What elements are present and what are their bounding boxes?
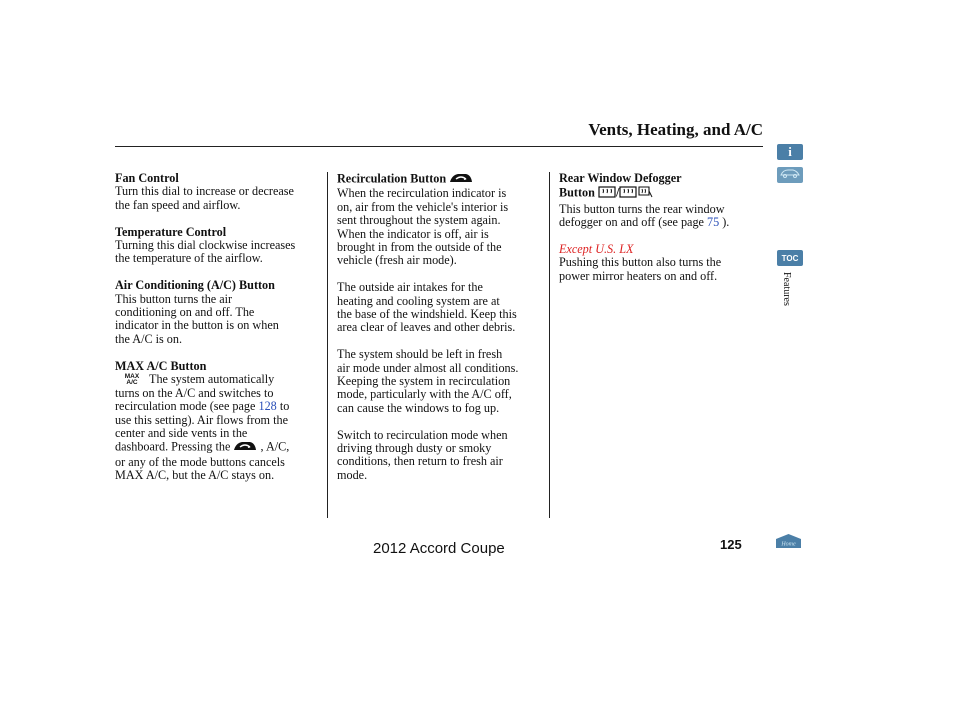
home-button[interactable] — [775, 533, 802, 549]
column-3: Rear Window Defogger Button / This button turns the rear window defogger on and off (see page 75 ). Except U.S. LX Pushing this button also turns the power mirror heaters on and off. — [559, 172, 764, 283]
column-2 — [337, 172, 545, 482]
page-title: Vents, Heating, and A/C — [588, 120, 763, 139]
ac-text-3: indicator in the button is on when — [115, 318, 279, 333]
recirculation-heading: Recirculation Button — [337, 171, 447, 186]
recirculation-icon — [449, 172, 473, 187]
recirc-text: brought in from the outside of the — [337, 240, 502, 255]
temperature-text-2: the temperature of the airflow. — [115, 251, 263, 266]
toc-button[interactable] — [777, 250, 803, 266]
rear-defogger-icon — [598, 186, 616, 201]
switch-mode-text: driving through dusty or smoky — [337, 441, 492, 456]
max-ac-text-4: use this setting). Air flows from the — [115, 412, 288, 427]
vehicle-index-button[interactable] — [777, 167, 803, 183]
fresh-air-text: can cause the windows to fog up. — [337, 400, 500, 415]
recirc-text: When the recirculation indicator is — [337, 186, 507, 201]
page-number: 125 — [720, 537, 742, 552]
intake-text: heating and cooling system are at — [337, 293, 500, 308]
svg-text:Home: Home — [781, 541, 796, 548]
fresh-air-text: air mode under almost all conditions. — [337, 360, 519, 375]
fan-control-text-1: Turn this dial to increase or decrease — [115, 184, 294, 199]
column-1: Fan Control Turn this dial to increase or decrease the fan speed and airflow. Temperature Control Turning this dial clockwise increases the temperature of the airflow. Air Conditioning (A/C) Button This button turns the air conditioning on and off. The indicator in the button is on when the A/C is on. MAX A/C Button MAX A/C The system automatically turns on the A/C and switches to recirculation mode (see page 128 to use this setting). Air flows from the center and side vents in the dashboard. Pressing the , A/C, or any of the mode buttons cancels MAX A/C, but the A/C stays on. — [115, 172, 321, 483]
defogger-heading: Rear Window Defogger — [559, 171, 682, 185]
recirc-text: sent throughout the system again. — [337, 213, 501, 228]
max-ac-text-8: MAX A/C, but the A/C stays on. — [115, 468, 275, 483]
ac-button-heading: Air Conditioning (A/C) Button — [115, 278, 275, 293]
fresh-air-text: Keeping the system in recirculation — [337, 374, 511, 389]
ac-text-1: This button turns the air — [115, 291, 233, 306]
ac-text-4: the A/C is on. — [115, 331, 183, 346]
page-128-link[interactable]: 128 — [258, 399, 277, 414]
max-ac-text-1: The system automatically — [149, 372, 275, 387]
toc-label: TOC — [781, 253, 799, 263]
fan-control-heading: Fan Control — [115, 171, 179, 185]
switch-mode-text: conditions, then return to fresh air — [337, 454, 503, 469]
recirc-text: on, air from the vehicle's interior is — [337, 199, 509, 214]
switch-mode-text: mode. — [337, 467, 368, 482]
recirc-text: When the indicator is off, air is — [337, 226, 489, 241]
defogger-text-1: This button turns the rear window — [559, 201, 725, 216]
temperature-text-1: Turning this dial clockwise increases — [115, 238, 296, 253]
mirror-heater-text-2: power mirror heaters on and off. — [559, 268, 718, 283]
switch-mode-text: Switch to recirculation mode when — [337, 427, 508, 442]
max-ac-text-5: center and side vents in the — [115, 425, 248, 440]
car-icon — [779, 166, 801, 184]
recirc-text: vehicle (fresh air mode). — [337, 253, 457, 268]
fresh-air-text: The system should be left in fresh — [337, 347, 503, 362]
info-button[interactable] — [777, 144, 803, 160]
info-icon: i — [788, 144, 792, 159]
temperature-control-heading: Temperature Control — [115, 224, 227, 239]
header-rule — [115, 146, 763, 147]
model-note: Except U.S. LX — [559, 242, 634, 257]
fan-control-text-2: the fan speed and airflow. — [115, 197, 241, 212]
home-icon — [775, 533, 802, 549]
intake-text: area clear of leaves and other debris. — [337, 320, 516, 335]
column-divider-1 — [327, 172, 328, 518]
page-75-link[interactable]: 75 — [707, 215, 720, 230]
max-ac-text-7: or any of the mode buttons cancels — [115, 454, 285, 469]
footer-model: 2012 Accord Coupe — [373, 540, 505, 557]
section-label: Features — [781, 272, 792, 306]
defogger-heading-2: Button — [559, 185, 595, 200]
column-divider-2 — [549, 172, 550, 518]
max-ac-icon: MAX A/C — [124, 372, 140, 387]
mirror-heater-icon — [637, 185, 653, 202]
rear-defogger-icon — [619, 186, 637, 201]
max-ac-text-2: turns on the A/C and switches to — [115, 385, 274, 400]
ac-text-2: conditioning on and off. The — [115, 305, 255, 320]
intake-text: The outside air intakes for the — [337, 280, 483, 295]
mirror-heater-text-1: Pushing this button also turns the — [559, 255, 722, 270]
recirculation-icon — [233, 440, 257, 455]
fresh-air-text: mode, particularly with the A/C off, — [337, 387, 512, 402]
intake-text: the base of the windshield. Keep this — [337, 307, 517, 322]
max-ac-heading: MAX A/C Button — [115, 358, 207, 373]
